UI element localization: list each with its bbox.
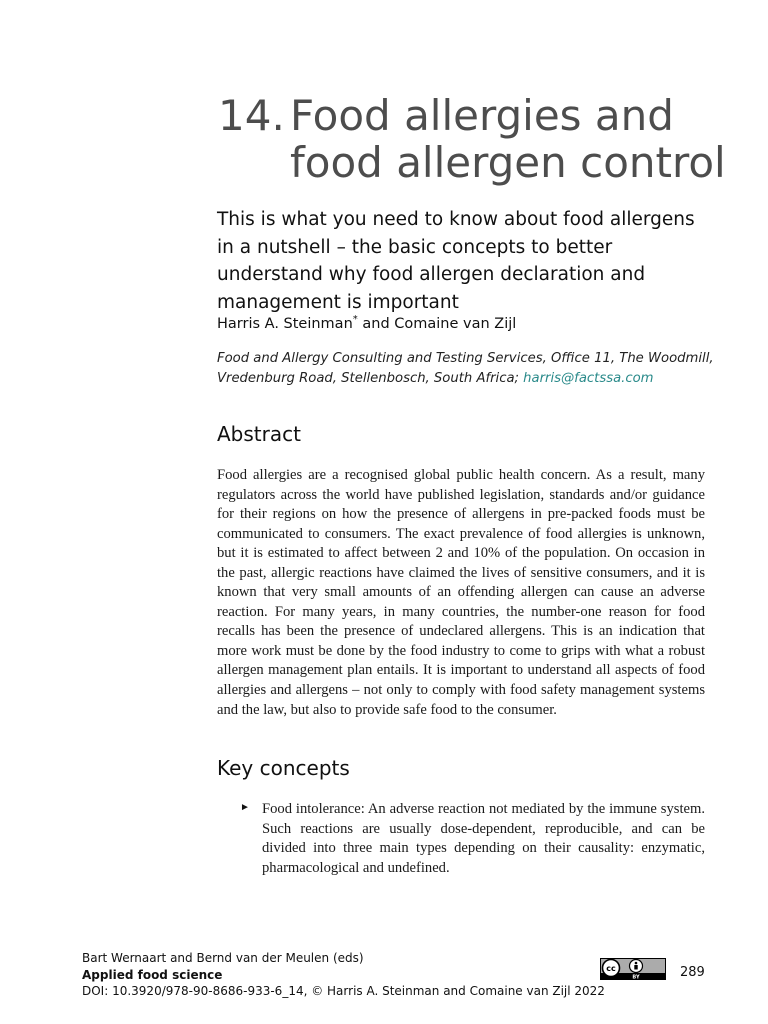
affiliation [217, 349, 717, 389]
triangle-bullet-icon: ► [240, 802, 250, 813]
author-1: Harris A. Steinman [217, 316, 353, 332]
footer-book-title: Applied food science [82, 967, 223, 982]
abstract-body: Food allergies are a recognised global public health concern. As a result, many regulators across the world have published legislation, standards and/or guidance for their regions on how the presence of allergens in pre-packed foods must be communicated to consumers. The exact prevalence of food allergies is unknown, but it is estimated to affect between 2 and 10% of the population. On occasion in the past, allergic reactions have claimed the lives of sensitive consumers, and it is known that very small amounts of an offending allergen can cause an adverse reaction. For many years, in many countries, the number-one reason for food recalls has been the presence of undeclared allergens. This is an indication that more work must be done by the food industry to come to grips with what a robust allergen management plan entails. It is important to understand all aspects of food allergies and allergens – not only to comply with food safety management systems and the law, but also to provide safe food to the consumer. [217, 467, 705, 718]
footer-doi: DOI: 10.3920/978-90-8686-933-6_14, © Harris A. Steinman and Comaine van Zijl 2022 [82, 984, 605, 998]
chapter-number: 14. [218, 91, 285, 140]
cc-by-license-icon [600, 958, 666, 980]
affiliation-text: Food and Allergy Consulting and Testing Services, Office 11, The Woodmill, Vredenburg Road, Stellenbosch, South Africa; [217, 351, 714, 386]
footer [82, 950, 605, 1000]
svg-text:cc: cc [606, 964, 616, 973]
chapter-title-text-1: Food allergies and [290, 91, 674, 140]
author-footnote-marker: * [352, 314, 358, 325]
footer-editors: Bart Wernaart and Bernd van der Meulen (eds) [82, 951, 364, 965]
author-email-link[interactable]: harris@factssa.com [523, 371, 654, 386]
chapter-subtitle: This is what you need to know about food allergens in a nutshell – the basic concepts to better understand why food allergen declaration and management is important [217, 209, 695, 313]
key-concepts-heading: Key concepts [217, 756, 350, 780]
authors [217, 310, 516, 334]
abstract-heading: Abstract [217, 422, 301, 446]
chapter-title [218, 92, 738, 186]
page-number: 289 [680, 965, 705, 980]
key-concepts-list [240, 800, 705, 878]
chapter-title-line1 [218, 92, 738, 139]
list-item [240, 800, 705, 878]
author-2: and Comaine van Zijl [357, 316, 517, 332]
chapter-title-line2: food allergen control [290, 138, 726, 187]
list-item-text: Food intolerance: An adverse reaction not mediated by the immune system. Such reactions are usually dose-dependent, reproducible, and can be divided into three main types depending on their causality: enzymatic, pharmacological and undefined. [262, 801, 705, 876]
cc-badge-label: BY [632, 974, 640, 980]
